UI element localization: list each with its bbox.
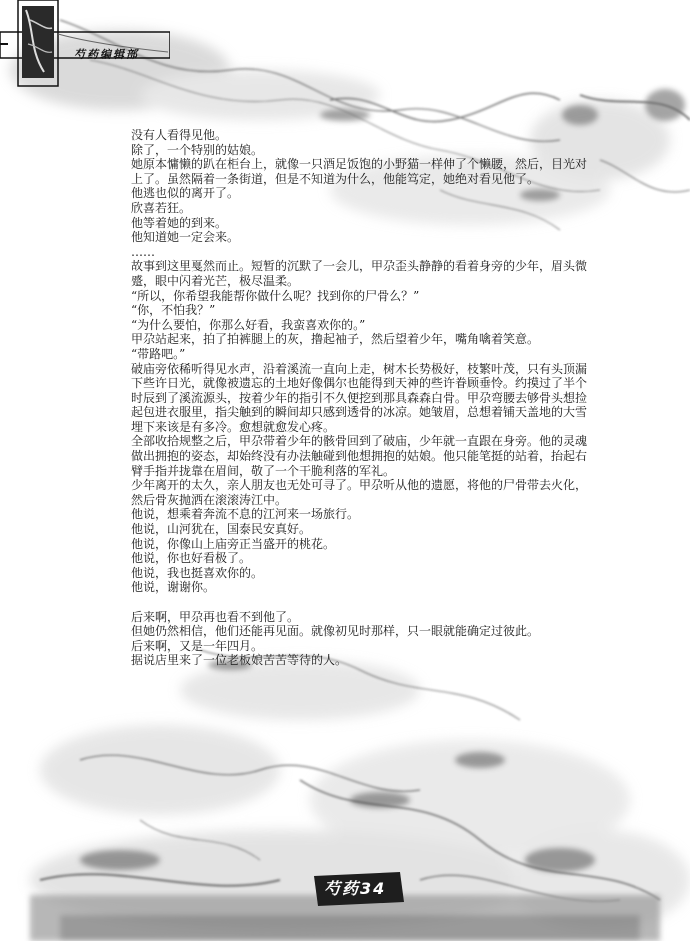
paragraph: “所以，你希望我能帮你做什么呢？找到你的尸骨么？”	[131, 288, 420, 303]
paragraph: “带路吧。”	[131, 346, 186, 361]
paragraph: 甲尕站起来，拍了拍裤腿上的灰，撸起袖子，然后望着少年，嘴角噙着笑意。	[131, 332, 540, 347]
paragraph: 他说，你像山上庙旁正当盛开的桃花。	[131, 536, 336, 551]
paragraph: 他说，我也挺喜欢你的。	[131, 565, 264, 580]
paragraph: 后来啊，又是一年四月。	[131, 638, 264, 653]
paragraph: ……	[131, 244, 155, 259]
paragraph: 他等着她的到来。	[131, 215, 228, 230]
paragraph: “为什么要怕，你那么好看，我蛮喜欢你的。”	[131, 317, 366, 332]
paragraph: 故事到这里戛然而止。短暂的沉默了一会儿，甲尕歪头静静的看着身旁的少年，眉头微蹙，眼中闪着光芒，极尽温柔。	[131, 259, 588, 288]
paragraph: 他知道她一定会来。	[131, 230, 240, 245]
paragraph: 他说，谢谢你。	[131, 580, 216, 595]
paragraph-spacer	[131, 595, 596, 610]
paragraph: “你，不怕我？”	[131, 303, 216, 318]
paragraph: 他说，山河犹在，国泰民安真好。	[131, 522, 312, 537]
paragraph: 但她仍然相信，他们还能再见面。就像初见时那样，只一眼就能确定过彼此。	[131, 624, 540, 639]
paragraph: 欣喜若狂。	[131, 200, 192, 215]
paragraph: 全部收拾规整之后，甲尕带着少年的骸骨回到了破庙，少年就一直跟在身旁。他的灵魂做出拥抱的姿态，却始终没有办法触碰到他想拥抱的姑娘。他只能笔挺的站着，抬起右臂手指并拢靠在眉间，敬了一个干脆利落的军礼。	[131, 434, 588, 478]
paragraph: 破庙旁依稀听得见水声，沿着溪流一直向上走，树木长势极好，枝繁叶茂，只有头顶漏下些许日光，就像被遗忘的土地好像偶尔也能得到天神的些许眷顾垂怜。约摸过了半个时辰到了溪流源头，按着少年的指引不久便挖到那具森森白骨。甲尕弯腰去够骨头想捡起包进衣服里，指尖触到的瞬间却只感到透骨的冰凉。她皱眉，总想着铺天盖地的大雪埋下来该是有多冷。愈想就愈发心疼。	[131, 361, 588, 434]
paragraph: 她原本慵懒的趴在柜台上，就像一只酒足饭饱的小野猫一样伸了个懒腰，然后，目光对上了。虽然隔着一条街道，但是不知道为什么，他能笃定，她绝对看见他了。	[131, 157, 588, 186]
paragraph: 少年离开的太久，亲人朋友也无处可寻了。甲尕听从他的遗愿，将他的尸骨带去火化，然后骨灰抛洒在滚滚涛江中。	[131, 478, 588, 507]
paragraph: 没有人看得见他。	[131, 128, 228, 142]
paragraph: 据说店里来了一位老板娘苦苦等待的人。	[131, 653, 348, 668]
paragraph: 他说，你也好看极了。	[131, 551, 252, 566]
paragraph: 他逃也似的离开了。	[131, 186, 240, 201]
paragraph: 除了，一个特别的姑娘。	[131, 142, 264, 157]
article-body	[131, 128, 596, 668]
header-badge	[0, 0, 170, 90]
paragraph: 他说，想乘着奔流不息的江河来一场旅行。	[131, 507, 360, 522]
page-number-label: 芍药34	[324, 879, 387, 898]
magazine-name: 芍药编辑部	[74, 48, 139, 61]
paragraph: 后来啊，甲尕再也看不到他了。	[131, 609, 300, 624]
